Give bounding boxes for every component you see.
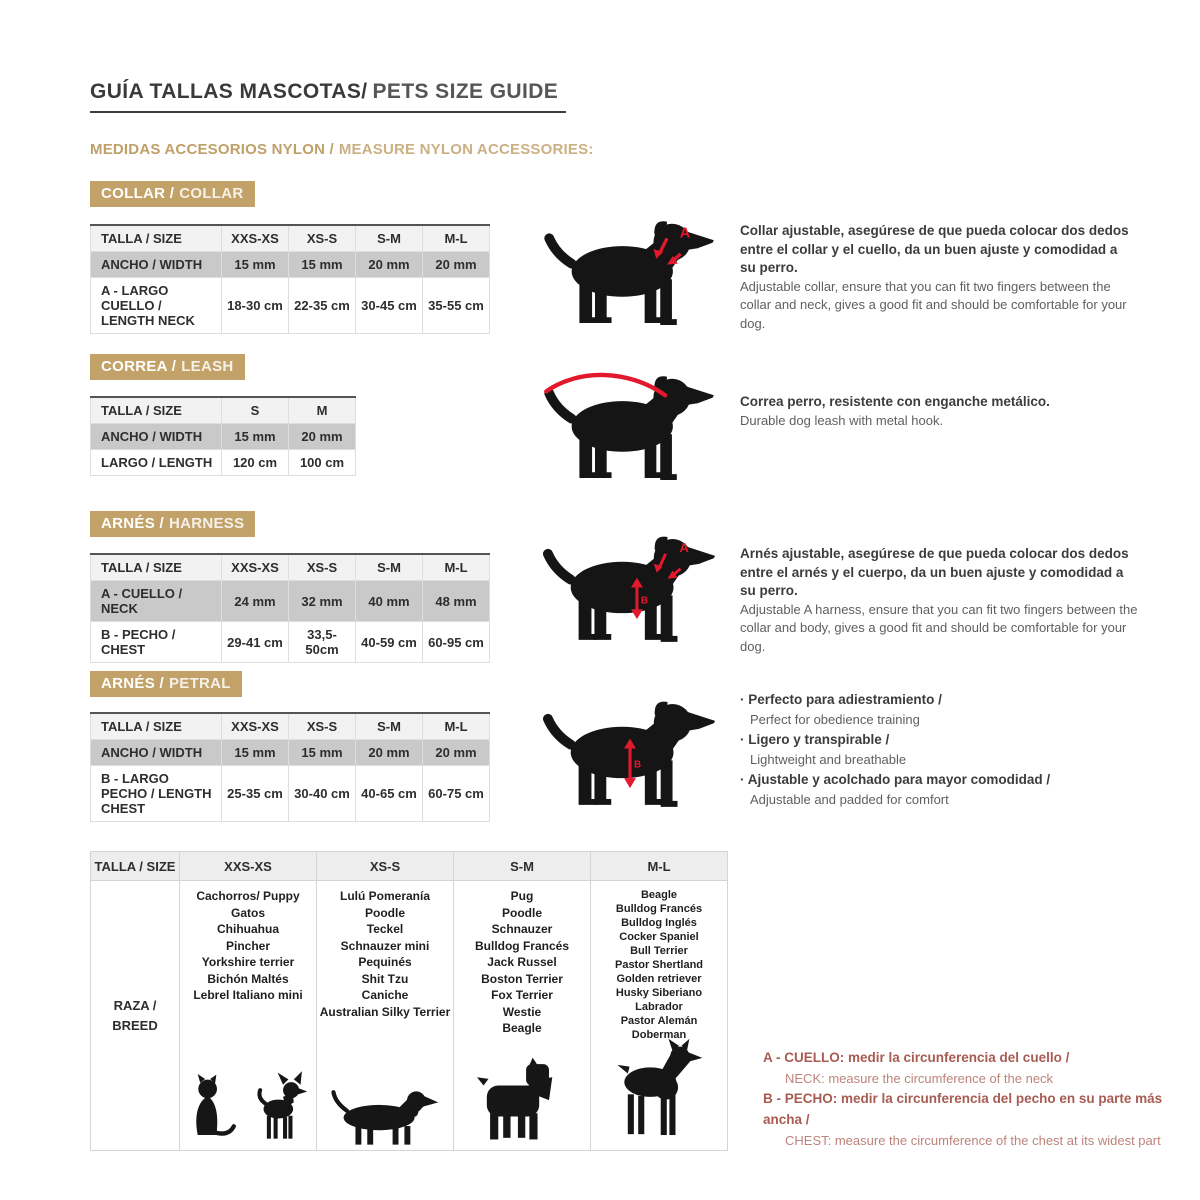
leash-size-table <box>90 396 356 476</box>
value-cell: 20 mm <box>356 740 423 766</box>
collar-badge-en: COLLAR <box>179 185 244 202</box>
leash-desc-es: Correa perro, resistente con enganche metálico. <box>740 394 1050 409</box>
petral-bullet-es: · Perfecto para adiestramiento / <box>740 690 1140 710</box>
petral-bullet-es: · Ajustable y acolchado para mayor comodidad / <box>740 770 1140 790</box>
value-cell: 15 mm <box>289 740 356 766</box>
animal-silhouettes <box>317 1072 453 1148</box>
value-cell: 40 mm <box>356 581 423 622</box>
table-row <box>91 554 490 581</box>
value-cell: 20 mm <box>423 740 490 766</box>
value-cell: 15 mm <box>222 424 289 450</box>
value-cell: 25-35 cm <box>222 766 289 822</box>
leash-badge <box>90 354 245 380</box>
table-row <box>91 881 728 1151</box>
subtitle-en: MEASURE NYLON ACCESSORIES: <box>338 141 594 158</box>
collar-description <box>740 222 1136 333</box>
table-row <box>91 581 490 622</box>
petral-bullet-es: · Ligero y transpirable / <box>740 730 1140 750</box>
leash-badge-en: LEASH <box>181 358 234 375</box>
petral-dog-illustration <box>543 692 721 808</box>
page-subtitle <box>90 141 594 158</box>
breed-list: Lulú Pomeranía Poodle Teckel Schnauzer mini Pequinés Shit Tzu Caniche Australian Silky Terrier <box>319 889 451 1019</box>
header-cell: M-L <box>423 554 490 581</box>
harness-desc-es: Arnés ajustable, asegúrese de que pueda colocar dos dedos entre el arnés y el cuerpo, da un buen ajuste y comodidad a su perro. <box>740 546 1129 599</box>
header-cell: M-L <box>591 852 728 881</box>
header-cell: TALLA / SIZE <box>91 397 222 424</box>
value-cell: 40-65 cm <box>356 766 423 822</box>
row-label: B - PECHO / CHEST <box>91 622 222 663</box>
row-label: ANCHO / WIDTH <box>91 252 222 278</box>
value-cell: 120 cm <box>222 450 289 476</box>
harness-size-table <box>90 553 490 663</box>
header-cell: XXS-XS <box>180 852 317 881</box>
note-b-es: B - PECHO: medir la circunferencia del pecho en su parte más ancha / <box>763 1091 1163 1127</box>
leash-badge-es: CORREA / <box>101 358 177 375</box>
value-cell: 35-55 cm <box>423 278 490 334</box>
harness-badge-en: HARNESS <box>168 515 245 532</box>
table-row <box>91 225 490 252</box>
header-cell: S <box>222 397 289 424</box>
petral-bullet-en: Perfect for obedience training <box>750 712 920 728</box>
animal-silhouettes <box>180 1066 316 1148</box>
header-cell: M-L <box>423 713 490 740</box>
header-cell: M-L <box>423 225 490 252</box>
collar-desc-en: Adjustable collar, ensure that you can fit two fingers between the collar and neck, gives a good fit and should be comfortable for your dog. <box>740 278 1127 331</box>
value-cell: 40-59 cm <box>356 622 423 663</box>
value-cell: 24 mm <box>222 581 289 622</box>
header-cell: XS-S <box>289 713 356 740</box>
table-row <box>91 852 728 881</box>
header-cell: XS-S <box>317 852 454 881</box>
page-title <box>90 80 566 113</box>
table-row <box>91 766 490 822</box>
collar-badge <box>90 181 255 207</box>
doberman-silhouette <box>607 1038 711 1148</box>
row-label: ANCHO / WIDTH <box>91 740 222 766</box>
header-cell: S-M <box>454 852 591 881</box>
row-label <box>91 881 180 1151</box>
value-cell: 100 cm <box>289 450 356 476</box>
petral-badge-en: PETRAL <box>168 675 231 692</box>
breed-list: Pug Poodle Schnauzer Bulldog Francés Jack Russel Boston Terrier Fox Terrier Westie Beagle <box>474 889 569 1035</box>
collar-size-table <box>90 224 490 334</box>
header-cell: TALLA / SIZE <box>91 554 222 581</box>
measurement-notes <box>763 1048 1173 1151</box>
value-cell: 15 mm <box>289 252 356 278</box>
header-cell: S-M <box>356 713 423 740</box>
row-label: ANCHO / WIDTH <box>91 424 222 450</box>
breed-column-xxs-xs <box>180 881 317 1151</box>
leash-desc-en: Durable dog leash with metal hook. <box>740 412 944 428</box>
measure-label-a: A <box>679 539 689 555</box>
animal-silhouettes <box>454 1054 590 1148</box>
measure-label-b: B <box>640 595 649 607</box>
measure-label-a: A <box>679 225 691 242</box>
dachshund-silhouette <box>327 1072 443 1148</box>
subtitle-es: MEDIDAS ACCESORIOS NYLON / <box>90 141 334 158</box>
value-cell: 48 mm <box>423 581 490 622</box>
header-cell: S-M <box>356 225 423 252</box>
value-cell: 32 mm <box>289 581 356 622</box>
collar-dog-illustration <box>543 213 721 325</box>
collar-badge-es: COLLAR / <box>101 185 175 202</box>
table-row <box>91 252 490 278</box>
header-cell: TALLA / SIZE <box>91 713 222 740</box>
value-cell: 60-75 cm <box>423 766 490 822</box>
row-label: B - LARGO PECHO / LENGTH CHEST <box>91 766 222 822</box>
page-title-es: GUÍA TALLAS MASCOTAS/ <box>90 80 368 103</box>
petral-bullet-en: Adjustable and padded for comfort <box>750 791 949 807</box>
note-a-en: NECK: measure the circumference of the neck <box>785 1070 1054 1086</box>
petral-badge-es: ARNÉS / <box>101 675 164 692</box>
harness-badge <box>90 511 255 537</box>
header-cell: XS-S <box>289 225 356 252</box>
table-row <box>91 278 490 334</box>
value-cell: 20 mm <box>356 252 423 278</box>
table-row <box>91 622 490 663</box>
harness-desc-en: Adjustable A harness, ensure that you can fit two fingers between the collar and body, gives a good fit and should be comfortable for your dog. <box>740 601 1138 654</box>
table-row <box>91 740 490 766</box>
breed-column-xs-s <box>317 881 454 1151</box>
harness-description <box>740 545 1140 656</box>
petral-feature-list <box>740 690 1140 809</box>
breed-column-s-m <box>454 881 591 1151</box>
value-cell: 20 mm <box>289 424 356 450</box>
table-row <box>91 713 490 740</box>
chihuahua-silhouette <box>248 1066 312 1148</box>
table-row <box>91 424 356 450</box>
header-cell: XXS-XS <box>222 225 289 252</box>
value-cell: 15 mm <box>222 740 289 766</box>
table-row <box>91 450 356 476</box>
measure-label-b: B <box>633 759 642 771</box>
breed-column-m-l <box>591 881 728 1151</box>
value-cell: 30-45 cm <box>356 278 423 334</box>
header-cell: TALLA / SIZE <box>91 225 222 252</box>
schnauzer-silhouette <box>477 1054 567 1148</box>
petral-badge <box>90 671 242 697</box>
note-b-en: CHEST: measure the circumference of the chest at its widest part <box>785 1132 1161 1148</box>
row-label: A - CUELLO / NECK <box>91 581 222 622</box>
header-cell: S-M <box>356 554 423 581</box>
breed-row-label: RAZA / BREED <box>112 998 158 1033</box>
header-cell: XXS-XS <box>222 554 289 581</box>
collar-desc-es: Collar ajustable, asegúrese de que pueda colocar dos dedos entre el collar y el cuello, da un buen ajuste y comodidad a su perro. <box>740 223 1129 276</box>
header-cell: M <box>289 397 356 424</box>
breed-list: Cachorros/ Puppy Gatos Chihuahua Pincher Yorkshire terrier Bichón Maltés Lebrel Italiano mini <box>193 889 303 1002</box>
petral-bullet-en: Lightweight and breathable <box>750 752 907 767</box>
note-a-es: A - CUELLO: medir la circunferencia del cuello / <box>763 1050 1070 1065</box>
header-cell: TALLA / SIZE <box>91 852 180 881</box>
table-row <box>91 397 356 424</box>
row-label: LARGO / LENGTH <box>91 450 222 476</box>
harness-dog-illustration <box>543 528 721 642</box>
value-cell: 18-30 cm <box>222 278 289 334</box>
header-cell: XS-S <box>289 554 356 581</box>
breed-size-table <box>90 851 728 1151</box>
petral-size-table <box>90 712 490 822</box>
harness-badge-es: ARNÉS / <box>101 515 164 532</box>
value-cell: 33,5-50cm <box>289 622 356 663</box>
header-cell: XXS-XS <box>222 713 289 740</box>
leash-description <box>740 393 1136 430</box>
value-cell: 60-95 cm <box>423 622 490 663</box>
value-cell: 22-35 cm <box>289 278 356 334</box>
page-title-en: PETS SIZE GUIDE <box>372 80 559 103</box>
animal-silhouettes <box>591 1038 727 1148</box>
value-cell: 30-40 cm <box>289 766 356 822</box>
breed-list: Beagle Bulldog Francés Bulldog Inglés Cocker Spaniel Bull Terrier Pastor Shertland Golden retriever Husky Siberiano Labrador Pastor Alemán Doberman <box>614 889 704 1041</box>
row-label: A - LARGO CUELLO / LENGTH NECK <box>91 278 222 334</box>
value-cell: 29-41 cm <box>222 622 289 663</box>
leash-dog-illustration <box>543 368 721 480</box>
cat-silhouette <box>184 1066 240 1148</box>
value-cell: 15 mm <box>222 252 289 278</box>
value-cell: 20 mm <box>423 252 490 278</box>
